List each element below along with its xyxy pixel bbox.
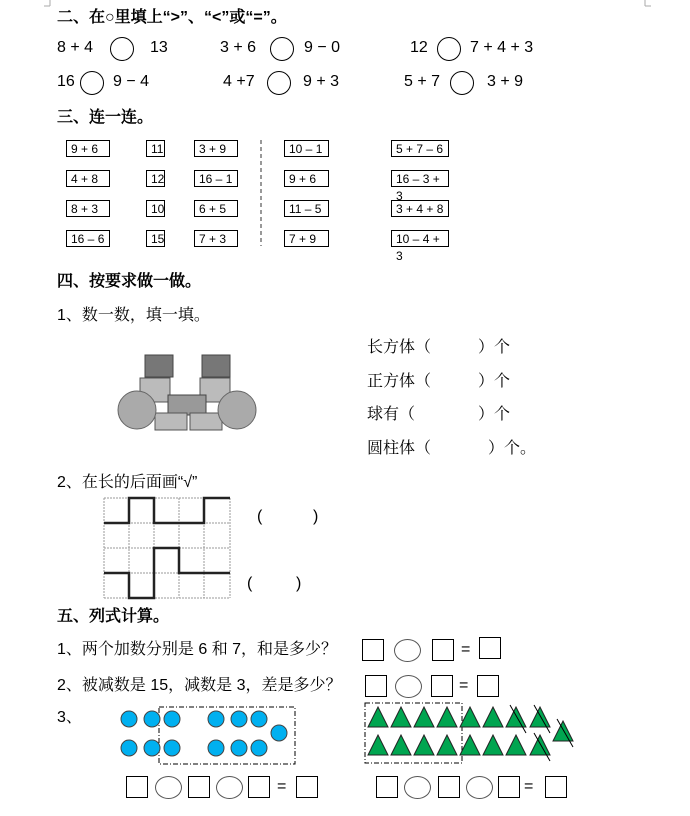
match-card[interactable]: 9 + 6	[284, 170, 329, 187]
blue-circle	[144, 711, 160, 727]
answer-paren-close: )	[313, 508, 319, 525]
answer-box[interactable]	[479, 637, 501, 659]
green-triangle	[506, 735, 526, 755]
expr-right: 3 + 9	[487, 73, 524, 90]
green-triangle	[391, 707, 411, 727]
expr-right: 9 − 0	[304, 39, 341, 56]
count-label: 球有（	[367, 406, 416, 423]
question-1: 1、数一数，填一填。	[57, 307, 210, 324]
blue-circle	[121, 740, 137, 756]
green-triangles	[368, 705, 573, 761]
green-triangle	[414, 707, 434, 727]
green-triangle	[414, 735, 434, 755]
question-2: 2、在长的后面画“√”	[57, 474, 198, 491]
line-top	[104, 498, 230, 523]
green-triangle	[483, 735, 503, 755]
blue-circle	[164, 740, 180, 756]
expr-right: 7 + 4 + 3	[470, 39, 534, 56]
blue-circle	[208, 711, 224, 727]
answer-paren-open[interactable]: (	[247, 575, 253, 592]
answer-box[interactable]	[188, 776, 210, 798]
expr-right: 9 − 4	[113, 73, 150, 90]
green-triangle	[553, 721, 573, 741]
answer-box[interactable]	[376, 776, 398, 798]
match-card[interactable]: 3 + 4 + 8	[391, 200, 449, 217]
answer-box[interactable]	[438, 776, 460, 798]
match-card[interactable]: 8 + 3	[66, 200, 110, 217]
green-triangle	[460, 735, 480, 755]
match-card[interactable]: 12	[146, 170, 165, 187]
expr-left: 3 + 6	[220, 39, 257, 56]
match-card[interactable]: 16 – 1	[194, 170, 238, 187]
answer-box[interactable]	[365, 675, 387, 697]
expr-right: 9 + 3	[303, 73, 340, 90]
match-card[interactable]: 5 + 7 – 6	[391, 140, 449, 157]
green-triangle	[530, 707, 550, 727]
match-card[interactable]: 7 + 3	[194, 230, 238, 247]
section4-title: 四、按要求做一做。	[57, 273, 202, 290]
answer-paren-open[interactable]: (	[257, 508, 263, 525]
match-card[interactable]: 9 + 6	[66, 140, 110, 157]
answer-circle[interactable]	[110, 37, 134, 61]
blue-circle	[208, 740, 224, 756]
green-triangle	[437, 707, 457, 727]
answer-circle[interactable]	[437, 37, 461, 61]
match-card[interactable]: 11 – 5	[284, 200, 329, 217]
green-triangle	[460, 707, 480, 727]
operator-circle[interactable]	[404, 776, 431, 799]
blue-circles	[121, 711, 287, 756]
expr-left: 4 +7	[223, 73, 255, 90]
operator-circle[interactable]	[466, 776, 493, 799]
expr-left: 8 + 4	[57, 39, 94, 56]
green-triangle	[437, 735, 457, 755]
blue-circle	[164, 711, 180, 727]
match-card[interactable]: 6 + 5	[194, 200, 238, 217]
operator-circle[interactable]	[216, 776, 243, 799]
problem-1: 1、两个加数分别是 6 和 7，和是多少？	[57, 641, 338, 658]
blue-circle	[231, 711, 247, 727]
operator-circle[interactable]	[155, 776, 182, 799]
answer-box[interactable]	[126, 776, 148, 798]
count-label: 正方体（	[367, 373, 432, 390]
count-suffix: ）个。	[488, 440, 537, 457]
blue-circle	[231, 740, 247, 756]
problem-2: 2、被减数是 15，减数是 3，差是多少？	[57, 677, 342, 694]
expr-left: 5 + 7	[404, 73, 441, 90]
count-suffix: ）个	[478, 339, 511, 356]
answer-box[interactable]	[432, 639, 454, 661]
count-suffix: ）个	[478, 373, 511, 390]
answer-circle[interactable]	[267, 71, 291, 95]
green-triangle	[391, 735, 411, 755]
answer-circle[interactable]	[270, 37, 294, 61]
green-triangle	[506, 707, 526, 727]
expr-left: 16	[57, 73, 75, 90]
equals-sign: =	[277, 778, 287, 795]
blue-circle	[144, 740, 160, 756]
match-card[interactable]: 4 + 8	[66, 170, 110, 187]
blue-circle	[121, 711, 137, 727]
blue-circle	[251, 711, 267, 727]
answer-paren-close: )	[296, 575, 302, 592]
section5-title: 五、列式计算。	[57, 608, 170, 625]
blue-circle	[271, 725, 287, 741]
section2-title: 二、在○里填上“>”、“<”或“=”。	[57, 9, 287, 26]
answer-box[interactable]	[248, 776, 270, 798]
answer-box[interactable]	[498, 776, 520, 798]
match-card[interactable]: 16 – 6	[66, 230, 110, 247]
section3-title: 三、连一连。	[57, 109, 154, 126]
match-card[interactable]: 10	[146, 200, 165, 217]
operator-circle[interactable]	[394, 639, 421, 662]
answer-box[interactable]	[296, 776, 318, 798]
answer-circle[interactable]	[450, 71, 474, 95]
expr-left: 12	[410, 39, 428, 56]
answer-box[interactable]	[431, 675, 453, 697]
match-card[interactable]: 16 – 3 + 3	[391, 170, 449, 187]
blue-circle	[251, 740, 267, 756]
corner-marks	[44, 0, 651, 6]
answer-box[interactable]	[477, 675, 499, 697]
count-suffix: ）个	[478, 406, 511, 423]
operator-circle[interactable]	[395, 675, 422, 698]
match-card[interactable]: 7 + 9	[284, 230, 329, 247]
blocks-picture	[118, 355, 256, 430]
match-card[interactable]: 10 – 4 + 3	[391, 230, 449, 247]
match-card[interactable]: 11	[146, 140, 165, 157]
match-card[interactable]: 10 – 1	[284, 140, 329, 157]
answer-box[interactable]	[362, 639, 384, 661]
equals-sign: =	[524, 778, 534, 795]
problem-3: 3、	[57, 709, 82, 726]
match-card[interactable]: 15	[146, 230, 165, 247]
equals-sign: =	[459, 677, 469, 694]
match-card[interactable]: 3 + 9	[194, 140, 238, 157]
expr-right: 13	[150, 39, 168, 56]
green-triangle	[368, 707, 388, 727]
count-label: 圆柱体（	[367, 440, 432, 457]
green-triangle	[483, 707, 503, 727]
equals-sign: =	[461, 641, 471, 658]
count-label: 长方体（	[367, 339, 432, 356]
answer-box[interactable]	[545, 776, 567, 798]
green-triangle	[368, 735, 388, 755]
answer-circle[interactable]	[80, 71, 104, 95]
green-triangle	[530, 735, 550, 755]
